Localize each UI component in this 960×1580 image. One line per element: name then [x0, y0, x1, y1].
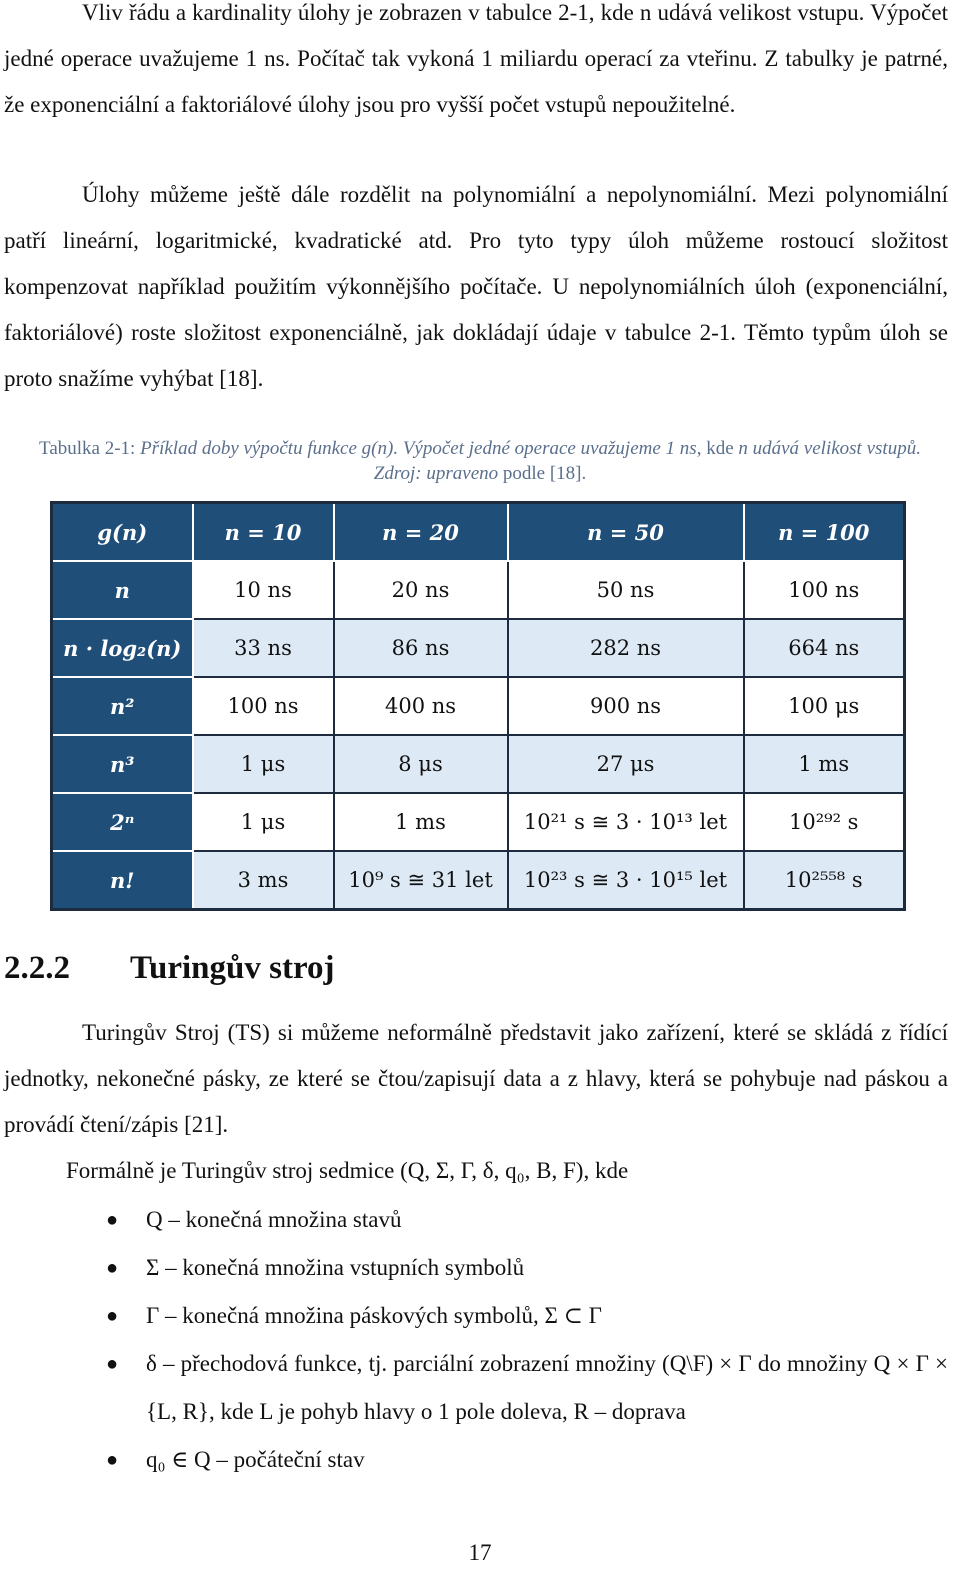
bullet-icon: ● — [106, 1353, 119, 1375]
table-cell: 10²⁹² s — [744, 793, 905, 851]
table-cell: 100 μs — [744, 677, 905, 735]
list-item-text: Q – konečná množina stavů — [146, 1207, 402, 1232]
row-label: n — [52, 561, 193, 619]
page-number: 17 — [468, 1540, 492, 1565]
list-item — [0, 1340, 948, 1436]
list-item — [0, 1292, 948, 1340]
table-row — [52, 561, 905, 619]
complexity-table — [50, 501, 906, 911]
header-cell: n = 20 — [334, 503, 508, 562]
definition-list — [0, 1196, 948, 1484]
header-cell: n = 100 — [744, 503, 905, 562]
table-cell: 50 ns — [508, 561, 744, 619]
table-cell: 3 ms — [193, 851, 334, 910]
table-cell: 33 ns — [193, 619, 334, 677]
table-cell: 8 μs — [334, 735, 508, 793]
row-label: n² — [52, 677, 193, 735]
section-heading — [4, 950, 334, 987]
list-item-text: q₀ ∈ Q – počáteční stav — [146, 1447, 365, 1472]
list-item — [0, 1244, 948, 1292]
table-cell: 400 ns — [334, 677, 508, 735]
table-cell: 900 ns — [508, 677, 744, 735]
list-item-text: δ – přechodová funkce, tj. parciální zobrazení množiny (Q\F) × Γ do množiny Q × Γ × {L, R}, kde L je pohyb hlavy o 1 pole doleva, R – doprava — [146, 1351, 948, 1424]
table-cell: 86 ns — [334, 619, 508, 677]
row-label: 2ⁿ — [52, 793, 193, 851]
table-cell: 664 ns — [744, 619, 905, 677]
row-label: n! — [52, 851, 193, 910]
table-cell: 100 ns — [193, 677, 334, 735]
table-cell: 1 ms — [744, 735, 905, 793]
section-title: Turingův stroj — [130, 950, 335, 986]
row-label: n³ — [52, 735, 193, 793]
table-cell: 10 ns — [193, 561, 334, 619]
table-row — [52, 851, 905, 910]
paragraph-polynomial: Úlohy můžeme ještě dále rozdělit na polynomiální a nepolynomiální. Mezi polynomiální patří lineární, logaritmické, kvadratické atd. Pro tyto typy úloh můžeme rostoucí složitost kompenzovat například použitím výkonnějšího počítače. U nepolynomiálních úloh (exponenciální, faktoriálové) roste složitost exponenciálně, jak dokládají údaje v tabulce 2-1. Těmto typům úloh se proto snažíme vyhýbat [18]. — [4, 182, 948, 391]
table-row — [52, 735, 905, 793]
list-item — [0, 1436, 948, 1484]
paragraph-turing-intro: Turingův Stroj (TS) si můžeme neformálně představit jako zařízení, které se skládá z řídící jednotky, nekonečné pásky, ze které se čtou/zapisují data a z hlavy, která se pohybuje nad páskou a provádí čtení/zápis [21]. — [4, 1020, 948, 1137]
table-row — [52, 619, 905, 677]
bullet-icon: ● — [106, 1305, 119, 1327]
table-row — [52, 677, 905, 735]
table-cell: 20 ns — [334, 561, 508, 619]
paragraph-formal-definition: Formálně je Turingův stroj sedmice (Q, Σ, Γ, δ, q₀, B, F), kde — [66, 1158, 629, 1183]
table-cell: 1 μs — [193, 735, 334, 793]
table-cell: 282 ns — [508, 619, 744, 677]
caption-text-3: n udává velikost vstupů. Zdroj: upraveno — [373, 438, 921, 484]
table-cell: 10²¹ s ≅ 3 · 10¹³ let — [508, 793, 744, 851]
row-label: n · log₂(n) — [52, 619, 193, 677]
list-item — [0, 1196, 948, 1244]
table-row — [52, 793, 905, 851]
caption-text-1: Příklad doby výpočtu funkce g(n). Výpočet jedné operace uvažujeme 1 ns — [140, 438, 697, 459]
header-cell: n = 10 — [193, 503, 334, 562]
table-cell: 10²⁵⁵⁸ s — [744, 851, 905, 910]
table-cell: 1 ms — [334, 793, 508, 851]
paragraph-intro: Vliv řádu a kardinality úlohy je zobrazen v tabulce 2-1, kde n udává velikost vstupu. Výpočet jedné operace uvažujeme 1 ns. Počítač tak vykoná 1 miliardu operací za vteřinu. Z tabulky je patrné, že exponenciální a faktoriálové úlohy jsou pro vyšší počet vstupů nepoužitelné. — [4, 0, 948, 117]
section-number: 2.2.2 — [4, 950, 70, 986]
table-cell: 100 ns — [744, 561, 905, 619]
caption-text-2: , kde — [696, 438, 739, 459]
caption-text-4: podle [18]. — [498, 463, 587, 484]
header-cell: n = 50 — [508, 503, 744, 562]
bullet-icon: ● — [106, 1209, 119, 1231]
table-cell: 10²³ s ≅ 3 · 10¹⁵ let — [508, 851, 744, 910]
bullet-icon: ● — [106, 1449, 119, 1471]
list-item-text: Σ – konečná množina vstupních symbolů — [146, 1255, 525, 1280]
caption-label: Tabulka 2-1: — [39, 438, 141, 459]
table-cell: 27 μs — [508, 735, 744, 793]
table-header-row — [52, 503, 905, 562]
list-item-text: Γ – konečná množina páskových symbolů, Σ ⊂ Γ — [146, 1303, 602, 1328]
table-caption — [20, 436, 940, 486]
bullet-icon: ● — [106, 1257, 119, 1279]
table-cell: 10⁹ s ≅ 31 let — [334, 851, 508, 910]
header-cell: g(n) — [52, 503, 193, 562]
table-cell: 1 μs — [193, 793, 334, 851]
